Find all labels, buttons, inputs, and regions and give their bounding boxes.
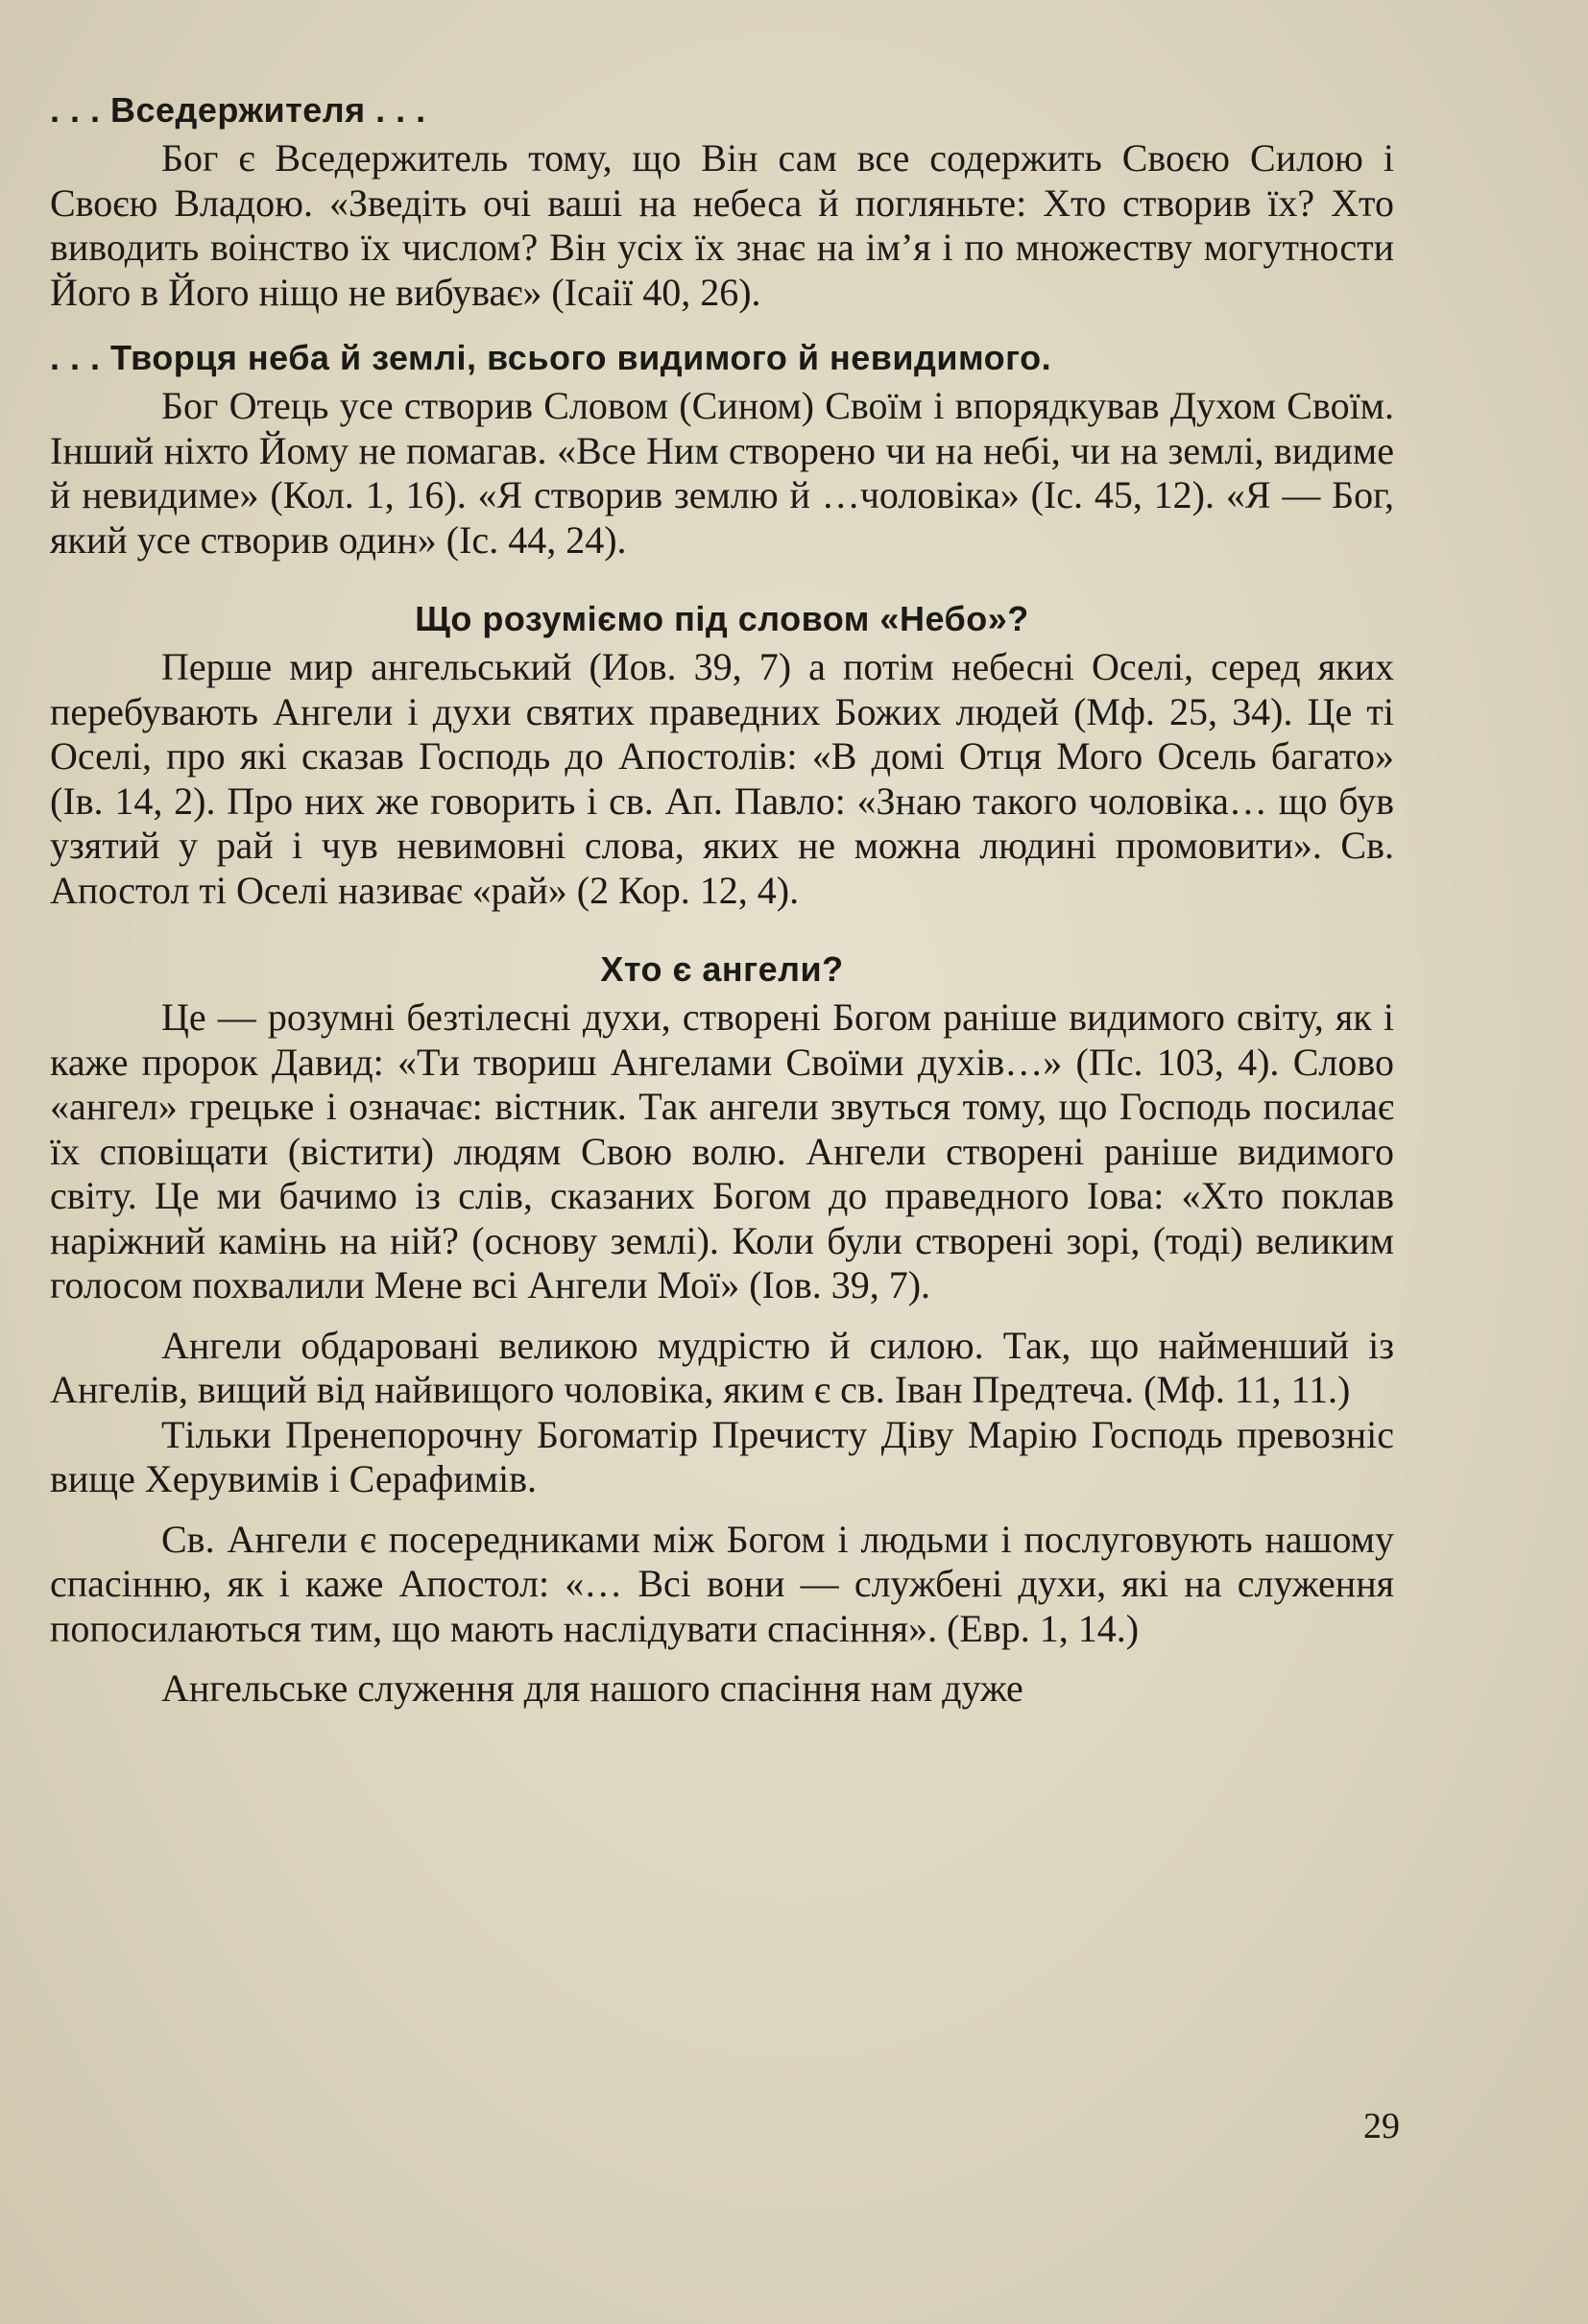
page-number: 29	[1363, 2106, 1400, 2146]
paragraph-angels-4: Св. Ангели є посередниками між Богом і людьми і послуговують нашому спасінню, як і каже Апостол: «… Всі вони — службені духи, які на служення попосилаються тим, що мають наслідувати спасіння». (Евр. 1, 14.)	[50, 1517, 1394, 1650]
paragraph-almighty: Бог є Вседержитель тому, що Він сам все содержить Своєю Силою і Своєю Владою. «Зведіть очі ваші на небеса й погляньте: Хто створив їх? Хто виводить воінство їх числом? Він усіх їх знає на ім’я і по множеству могутности Його в Його ніщо не вибуває» (Ісаії 40, 26).	[50, 136, 1394, 314]
section-heading-heaven: Що розуміємо під словом «Небо»?	[415, 599, 1029, 638]
paragraph-creator: Бог Отець усе створив Словом (Сином) Своїм і впорядкував Духом Своїм. Інший ніхто Йому не помагав. «Все Ним створено чи на небі, чи на землі, видиме й невидиме» (Кол. 1, 16). «Я створив землю й …чоловіка» (Іс. 45, 12). «Я — Бог, який усе створив один» (Іс. 44, 24).	[50, 384, 1394, 562]
section-heading-creator: . . . Творця неба й землі, всього видимого й невидимого.	[50, 338, 1052, 377]
section-heading-angels: Хто є ангели?	[600, 949, 844, 989]
paragraph-angels-1: Це — розумні безтілесні духи, створені Богом раніше видимого світу, як і каже пророк Давид: «Ти твориш Ангелами Своїми духів…» (Пс. 103, 4). Слово «ангел» грецьке і означає: вістник. Так ангели звуться тому, що Господь посилає їх сповіщати (вістити) людям Свою волю. Ангели створені раніше видимого світу. Це ми бачимо із слів, сказаних Богом до праведного Іова: «Хто поклав наріжний камінь на ній? (основу землі). Коли були створені зорі, (тоді) великим голосом похвалили Мене всі Ангели Мої» (Іов. 39, 7).	[50, 995, 1394, 1306]
section-heading-almighty: . . . Вседержителя . . .	[50, 90, 426, 130]
paragraph-angels-2: Ангели обдаровані великою мудрістю й силою. Так, що найменший із Ангелів, вищий від найвищого чоловіка, яким є св. Іван Предтеча. (Мф. 11, 11.)	[50, 1323, 1394, 1411]
page-body	[50, 88, 1394, 1712]
paragraph-angels-5: Ангельське служення для нашого спасіння нам дуже	[161, 1666, 1023, 1710]
paragraph-angels-3: Тільки Пренепорочну Богоматір Пречисту Діву Марію Господь превозніс вище Херувимів і Серафимів.	[50, 1412, 1394, 1500]
paragraph-heaven: Перше мир ангельський (Иов. 39, 7) а потім небесні Оселі, серед яких перебувають Ангели і духи святих праведних Божих людей (Мф. 25, 34). Це ті Оселі, про які сказав Господь до Апостолів: «В домі Отця Мого Осель багато» (Ів. 14, 2). Про них же говорить і св. Ап. Павло: «Знаю такого чоловіка… що був узятий у рай і чув невимовні слова, яких не можна людині промовити». Св. Апостол ті Оселі називає «рай» (2 Кор. 12, 4).	[50, 645, 1394, 912]
